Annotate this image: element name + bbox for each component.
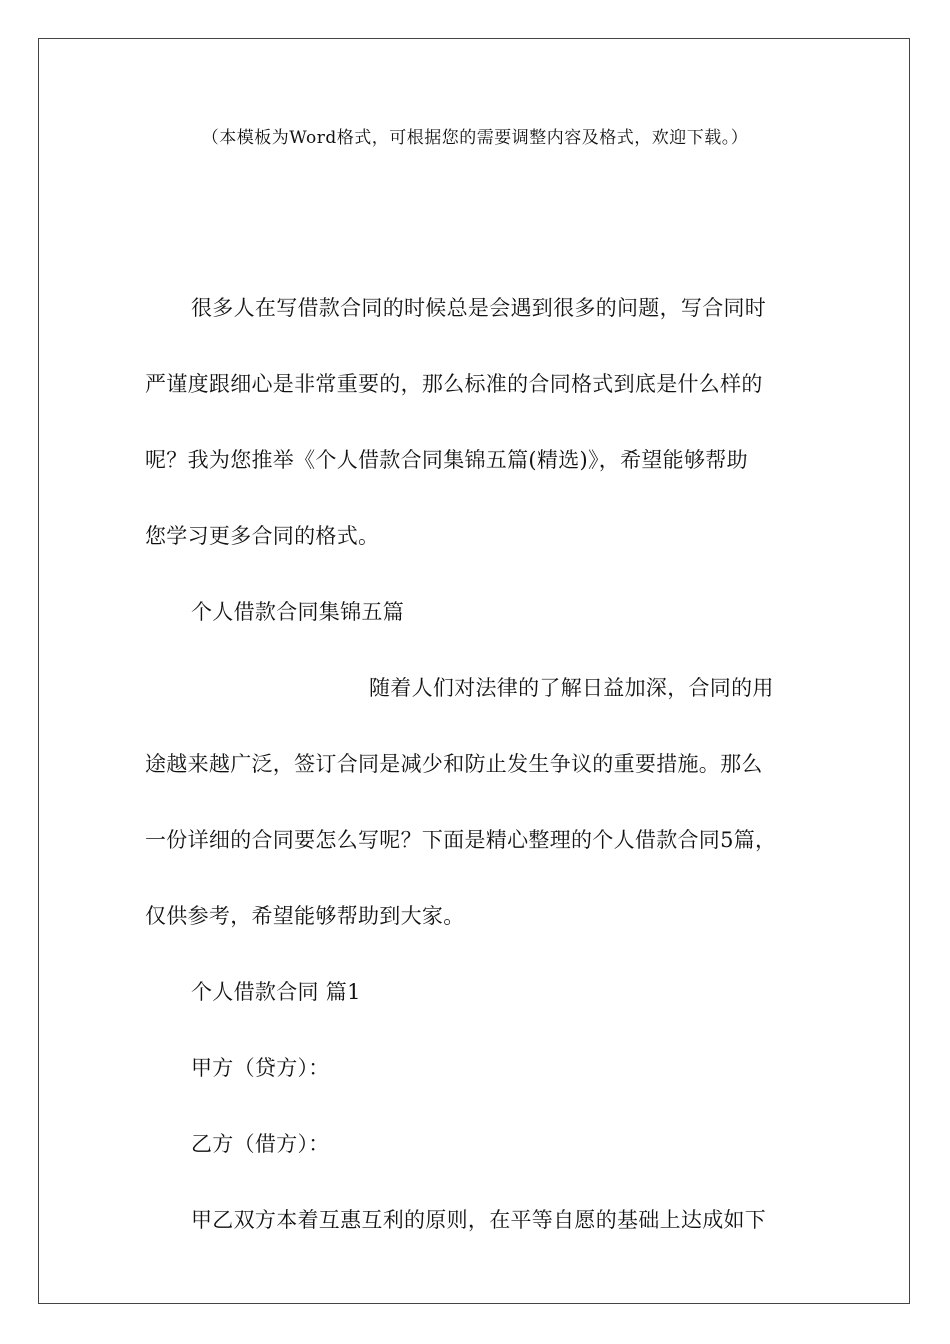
- collection-title: 个人借款合同集锦五篇: [191, 600, 404, 624]
- intro-line-3: 呢？我为您推举《个人借款合同集锦五篇(精选)》，希望能够帮助: [145, 448, 748, 472]
- party-b-label: 乙方（借方）：: [191, 1132, 330, 1156]
- party-a-label: 甲方（贷方）：: [191, 1056, 330, 1080]
- preface-line-4: 仅供参考，希望能够帮助到大家。: [145, 904, 465, 928]
- intro-line-4: 您学习更多合同的格式。: [145, 524, 380, 548]
- section-heading: 个人借款合同 篇1: [191, 980, 361, 1004]
- preface-line-1: 随着人们对法律的了解日益加深，合同的用: [369, 676, 774, 700]
- preface-line-2: 途越来越广泛，签订合同是减少和防止发生争议的重要措施。那么: [145, 752, 763, 776]
- intro-line-1: 很多人在写借款合同的时候总是会遇到很多的问题，写合同时: [191, 296, 767, 320]
- intro-line-2: 严谨度跟细心是非常重要的，那么标准的合同格式到底是什么样的: [145, 372, 763, 396]
- document-body: [145, 270, 805, 1258]
- template-note: （本模板为Word格式，可根据您的需要调整内容及格式，欢迎下载。）: [201, 128, 749, 148]
- preface-line-3: 一份详细的合同要怎么写呢？下面是精心整理的个人借款合同5篇，: [145, 828, 777, 852]
- agreement-opening: 甲乙双方本着互惠互利的原则，在平等自愿的基础上达成如下: [191, 1208, 767, 1232]
